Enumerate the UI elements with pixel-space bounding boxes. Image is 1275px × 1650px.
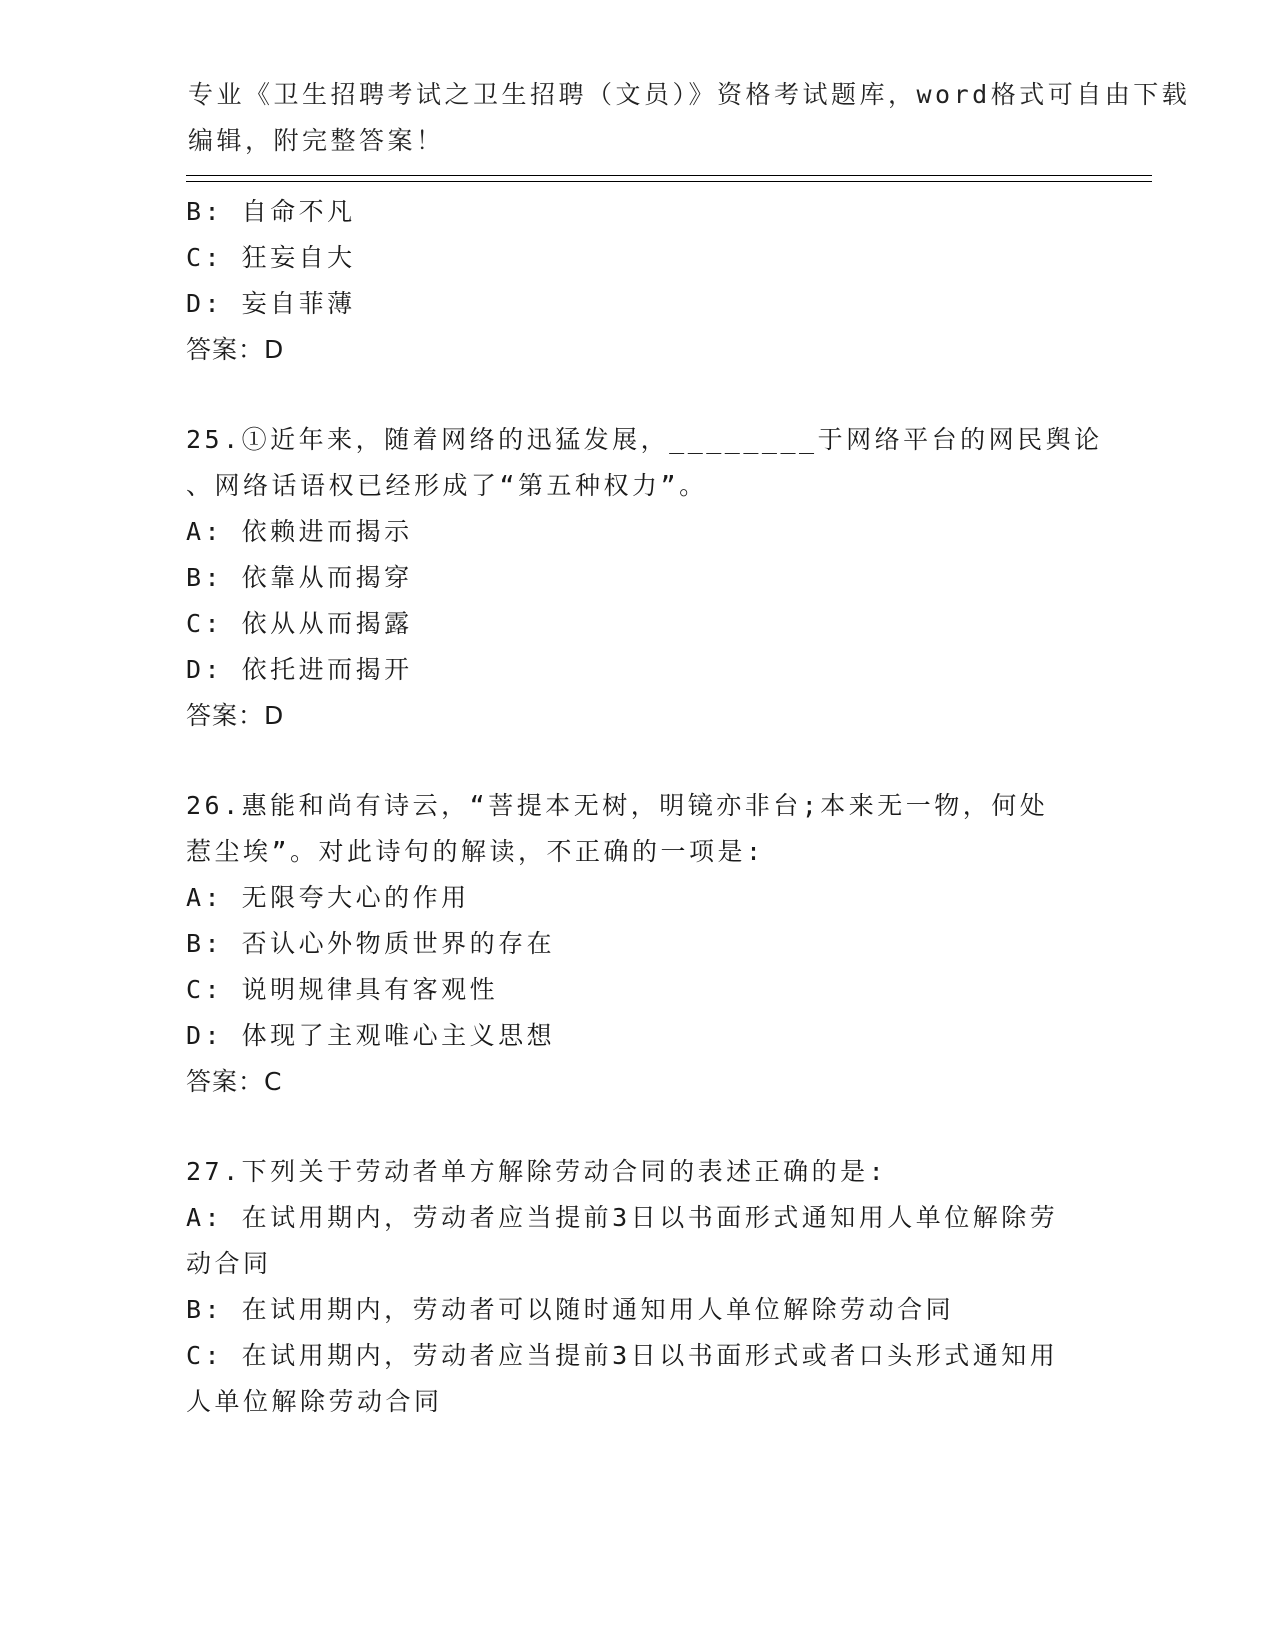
header-rule-top <box>186 175 1152 176</box>
answer-line: 答案：D <box>186 701 285 730</box>
option-a: A: 在试用期内，劳动者应当提前3日以书面形式通知用人单位解除劳 <box>186 1203 1059 1232</box>
option-d: D: 体现了主观唯心主义思想 <box>186 1021 556 1050</box>
answer-line: 答案：D <box>186 335 285 364</box>
question-24-tail <box>186 189 1086 373</box>
option-d: D: 依托进而揭开 <box>186 655 413 684</box>
option-c: C: 说明规律具有客观性 <box>186 975 499 1004</box>
page-header <box>188 72 1191 164</box>
option-a-cont: 动合同 <box>186 1249 272 1278</box>
question-stem-cont: 惹尘埃”。对此诗句的解读，不正确的一项是: <box>186 837 765 866</box>
option-c: C: 在试用期内，劳动者应当提前3日以书面形式或者口头形式通知用 <box>186 1341 1059 1370</box>
question-stem: 27.下列关于劳动者单方解除劳动合同的表述正确的是: <box>186 1157 888 1186</box>
question-27 <box>186 1149 1086 1425</box>
answer-line: 答案：C <box>186 1067 283 1096</box>
question-stem: 25.①近年来，随着网络的迅猛发展，________于网络平台的网民舆论 <box>186 425 1103 454</box>
option-b: B: 否认心外物质世界的存在 <box>186 929 556 958</box>
option-b: B: 依靠从而揭穿 <box>186 563 413 592</box>
header-line-1: 专业《卫生招聘考试之卫生招聘（文员）》资格考试题库，word格式可自由下载 <box>188 80 1191 109</box>
question-list <box>186 189 1103 1425</box>
question-stem: 26.惠能和尚有诗云，“菩提本无树，明镜亦非台;本来无一物，何处 <box>186 791 1049 820</box>
option-c: C: 狂妄自大 <box>186 243 356 272</box>
option-b: B: 在试用期内，劳动者可以随时通知用人单位解除劳动合同 <box>186 1295 955 1324</box>
header-rule-bottom <box>186 181 1152 182</box>
option-b: B: 自命不凡 <box>186 197 356 226</box>
option-a: A: 无限夸大心的作用 <box>186 883 470 912</box>
option-d: D: 妄自菲薄 <box>186 289 356 318</box>
option-c: C: 依从从而揭露 <box>186 609 413 638</box>
question-stem-cont: 、网络话语权已经形成了“第五种权力”。 <box>186 471 708 500</box>
header-line-2: 编辑，附完整答案！ <box>188 126 445 155</box>
option-c-cont: 人单位解除劳动合同 <box>186 1387 443 1416</box>
option-a: A: 依赖进而揭示 <box>186 517 413 546</box>
question-25 <box>186 417 1103 739</box>
question-26 <box>186 783 1086 1105</box>
